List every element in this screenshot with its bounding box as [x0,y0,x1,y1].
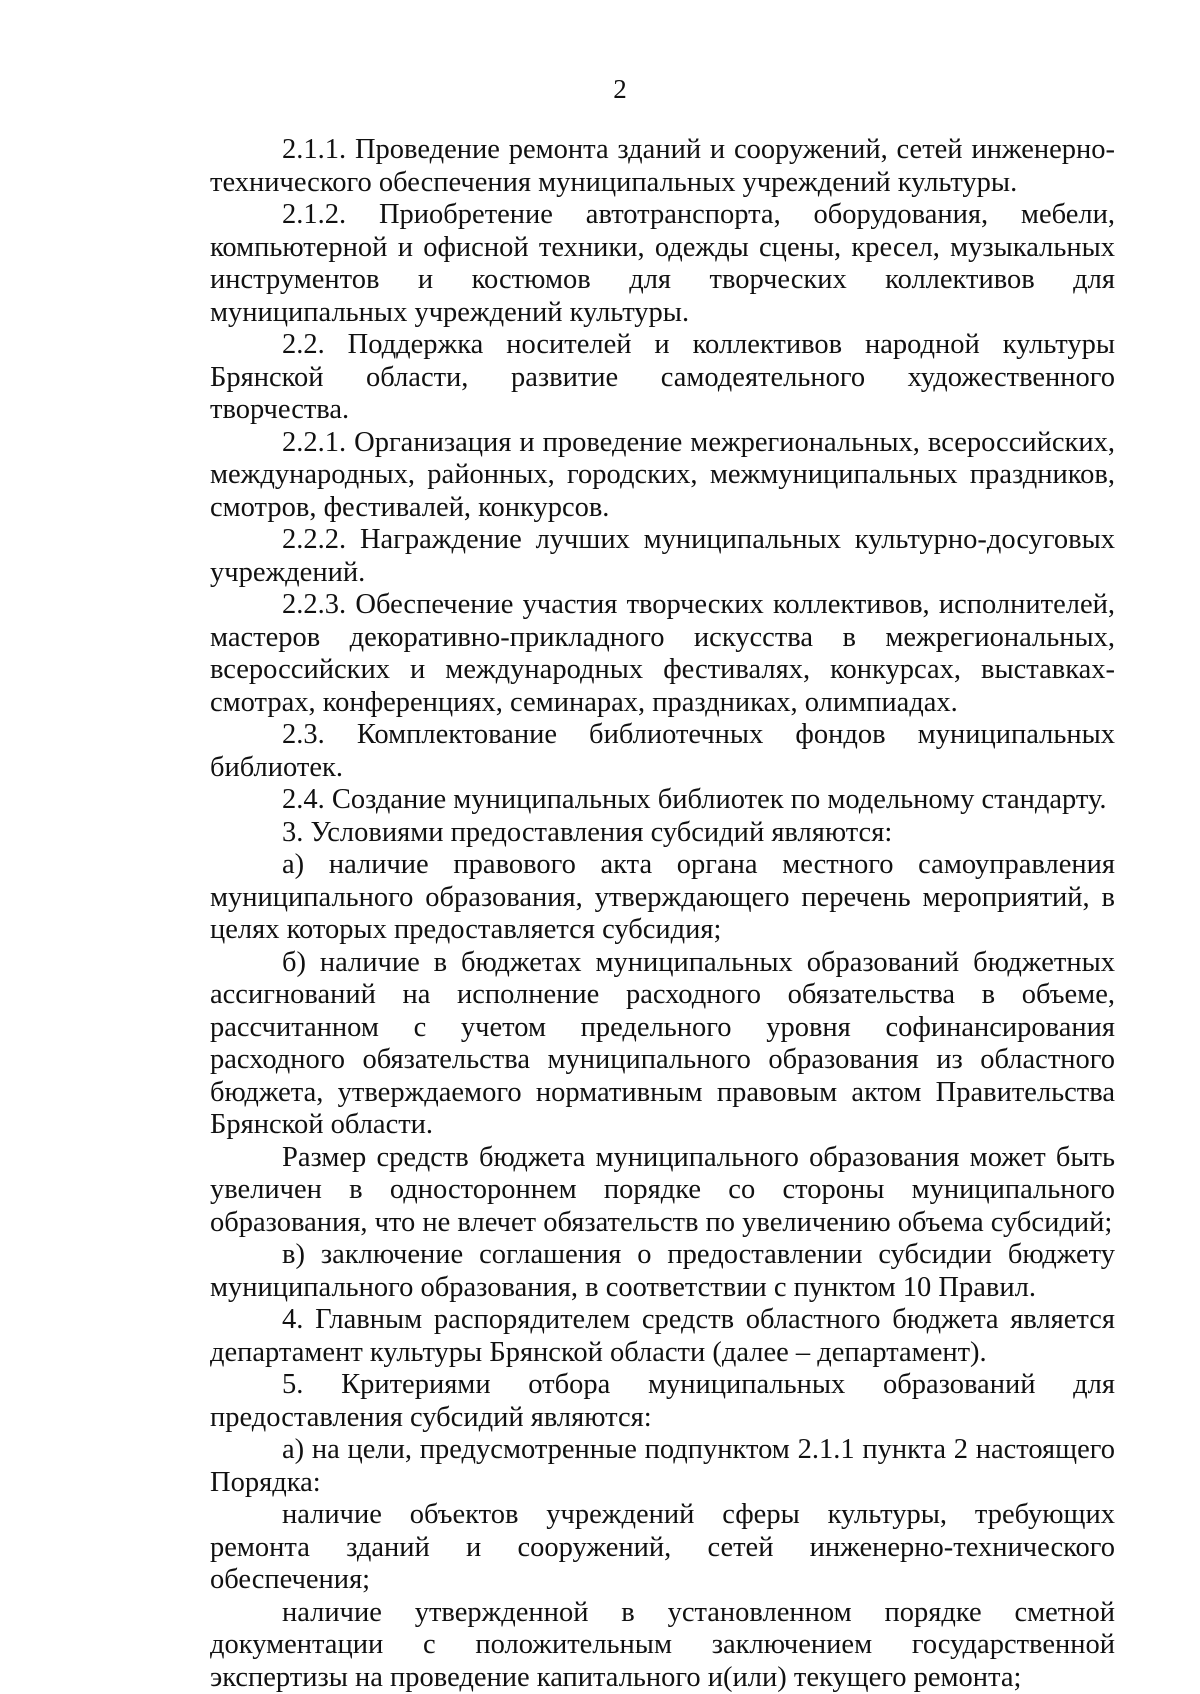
paragraph-2-1-1: 2.1.1. Проведение ремонта зданий и сооружений, сетей инженерно-технического обеспечения муниципальных учреждений культуры. [210,134,1115,199]
paragraph-2-3: 2.3. Комплектование библиотечных фондов муниципальных библиотек. [210,719,1115,784]
paragraph-2-2: 2.2. Поддержка носителей и коллективов народной культуры Брянской области, развитие самодеятельного художественного творчества. [210,329,1115,427]
paragraph-3-b: б) наличие в бюджетах муниципальных образований бюджетных ассигнований на исполнение расходного обязательства в объеме, рассчитанном с учетом предельного уровня софинансирования расходного обязательства муниципального образования из областного бюджета, утверждаемого нормативным правовым актом Правительства Брянской области. [210,947,1115,1142]
paragraph-2-2-3: 2.2.3. Обеспечение участия творческих коллективов, исполнителей, мастеров декоративно-прикладного искусства в межрегиональных, всероссийских и международных фестивалях, конкурсах, выставках-смотрах, конференциях, семинарах, праздниках, олимпиадах. [210,589,1115,719]
paragraph-5: 5. Критериями отбора муниципальных образований для предоставления субсидий являются: [210,1369,1115,1434]
paragraph-budget-size: Размер средств бюджета муниципального образования может быть увеличен в одностороннем порядке со стороны муниципального образования, что не влечет обязательств по увеличению объема субсидий; [210,1142,1115,1240]
paragraph-3: 3. Условиями предоставления субсидий являются: [210,817,1115,850]
paragraph-4: 4. Главным распорядителем средств областного бюджета является департамент культуры Брянской области (далее – департамент). [210,1304,1115,1369]
document-body [210,134,1115,1694]
paragraph-5-a: а) на цели, предусмотренные подпунктом 2.1.1 пункта 2 настоящего Порядка: [210,1434,1115,1499]
paragraph-criterion-objects: наличие объектов учреждений сферы культуры, требующих ремонта зданий и сооружений, сетей инженерно-технического обеспечения; [210,1499,1115,1597]
paragraph-2-2-1: 2.2.1. Организация и проведение межрегиональных, всероссийских, международных, районных, городских, межмуниципальных праздников, смотров, фестивалей, конкурсов. [210,427,1115,525]
paragraph-2-1-2: 2.1.2. Приобретение автотранспорта, оборудования, мебели, компьютерной и офисной техники, одежды сцены, кресел, музыкальных инструментов и костюмов для творческих коллективов для муниципальных учреждений культуры. [210,199,1115,329]
page-number: 2 [0,74,1200,104]
paragraph-3-a: а) наличие правового акта органа местного самоуправления муниципального образования, утверждающего перечень мероприятий, в целях которых предоставляется субсидия; [210,849,1115,947]
paragraph-2-4: 2.4. Создание муниципальных библиотек по модельному стандарту. [210,784,1115,817]
paragraph-3-v: в) заключение соглашения о предоставлении субсидии бюджету муниципального образования, в соответствии с пунктом 10 Правил. [210,1239,1115,1304]
paragraph-2-2-2: 2.2.2. Награждение лучших муниципальных культурно-досуговых учреждений. [210,524,1115,589]
paragraph-criterion-documentation: наличие утвержденной в установленном порядке сметной документации с положительным заключением государственной экспертизы на проведение капитального и(или) текущего ремонта; [210,1597,1115,1694]
